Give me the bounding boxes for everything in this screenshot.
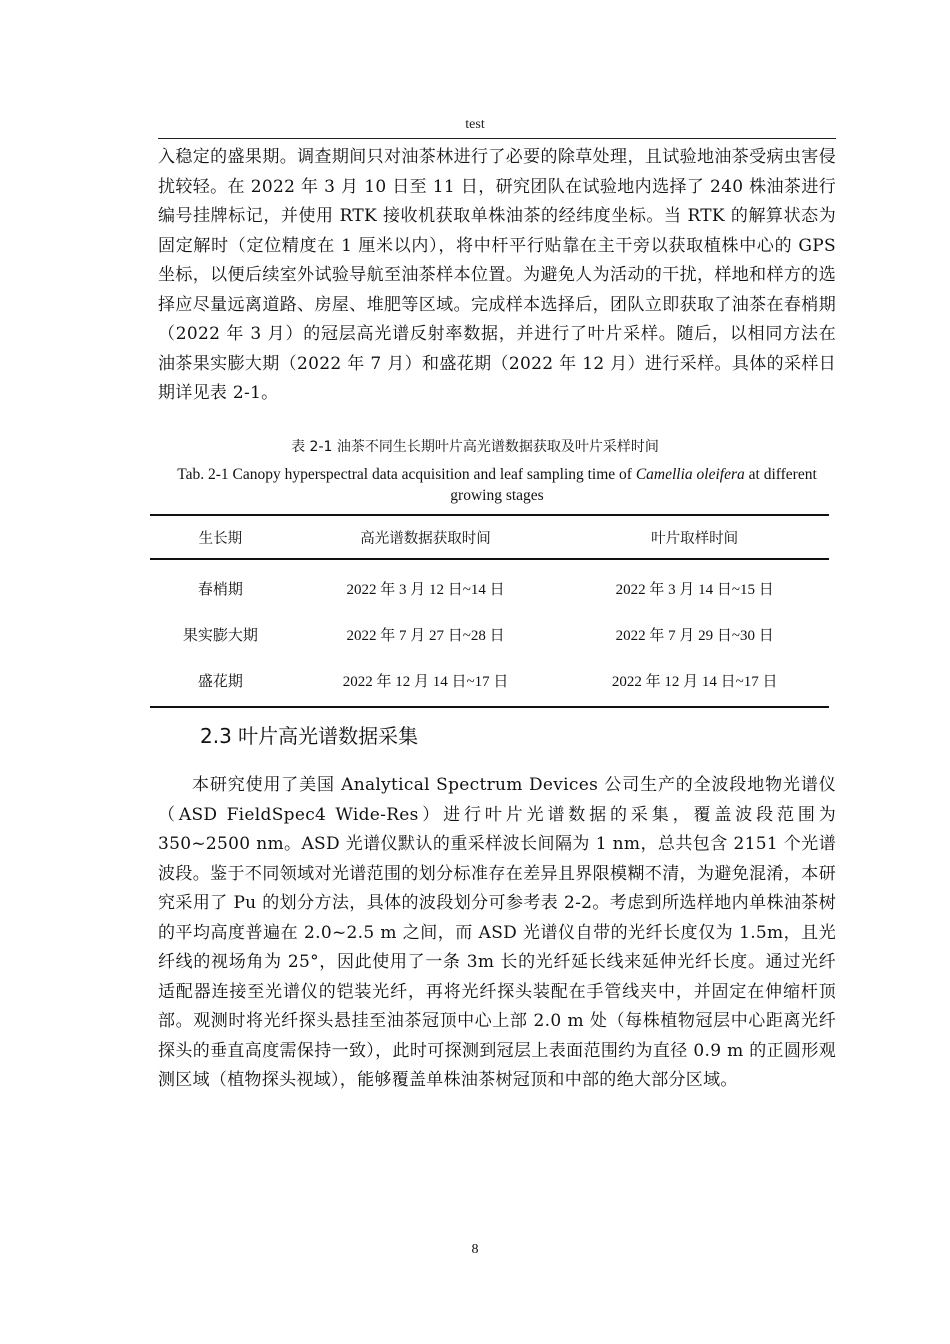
table-cell: 2022 年 7 月 27 日~28 日 xyxy=(346,627,505,644)
table-header-cell: 叶片取样时间 xyxy=(651,530,739,547)
table-caption-chinese: 表 2-1 油茶不同生长期叶片高光谱数据获取及叶片采样时间 xyxy=(291,439,659,455)
table-row xyxy=(150,559,829,611)
table-cell: 果实膨大期 xyxy=(182,627,258,644)
body-paragraph-1: 入稳定的盛果期。调查期间只对油茶林进行了必要的除草处理，且试验地油茶受病虫害侵扰较轻。在 2022 年 3 月 10 日至 11 日，研究团队在试验地内选择了 240 株油茶进行编号挂牌标记，并使用 RTK 接收机获取单株油茶的经纬度坐标。当 RTK 的解算状态为固定解时（定位精度在 1 厘米以内），将中杆平行贴靠在主干旁以获取植株中心的 GPS 坐标，以便后续室外试验导航至油茶样本位置。为避免人为活动的干扰，样地和样方的选择应尽量远离道路、房屋、堆肥等区域。完成样本选择后，团队立即获取了油茶在春梢期（2022 年 3 月）的冠层高光谱反射率数据，并进行了叶片采样。随后，以相同方法在油茶果实膨大期（2022 年 7 月）和盛花期（2022 年 12 月）进行采样。具体的采样日期详见表 2-1。 xyxy=(158,147,836,403)
header-rule xyxy=(158,138,836,139)
table-cell: 盛花期 xyxy=(197,673,243,690)
table-cell: 2022 年 12 月 14 日~17 日 xyxy=(611,673,778,690)
table-row xyxy=(150,611,829,657)
caption-en-prefix: Tab. 2-1 Canopy hyperspectral data acquisition and leaf sampling time of xyxy=(177,466,636,483)
table-cell: 2022 年 7 月 29 日~30 日 xyxy=(615,627,774,644)
table-cell: 2022 年 12 月 14 日~17 日 xyxy=(342,673,509,690)
page-number: 8 xyxy=(471,1242,479,1257)
body-paragraph-2: 本研究使用了美国 Analytical Spectrum Devices 公司生产的全波段地物光谱仪（ASD FieldSpec4 Wide-Res）进行叶片光谱数据的采集，覆盖波段范围为 350~2500 nm。ASD 光谱仪默认的重采样波长间隔为 1 nm，总共包含 2151 个光谱波段。鉴于不同领域对光谱范围的划分标准存在差异且界限模糊不清，为避免混淆，本研究采用了 Pu 的划分方法，具体的波段划分可参考表 2-2。考虑到所选样地内单株油茶树的平均高度普遍在 2.0~2.5 m 之间，而 ASD 光谱仪自带的光纤长度仅为 1.5m，且光纤线的视场角为 25°，因此使用了一条 3m 长的光纤延长线来延伸光纤长度。通过光纤适配器连接至光谱仪的铠装光纤，再将光纤探头装配在手管线夹中，并固定在伸缩杆顶部。观测时将光纤探头悬挂至油茶冠顶中心上部 2.0 m 处（每株植物冠层中心距离光纤探头的垂直高度需保持一致），此时可探测到冠层上表面范围约为直径 0.9 m 的正圆形观测区域（植物探头视域），能够覆盖单株油茶树冠顶和中部的绝大部分区域。 xyxy=(158,775,836,1090)
running-header: test xyxy=(465,117,485,132)
table-header-cell: 高光谱数据获取时间 xyxy=(360,530,491,547)
caption-en-suffix: at different growing stages xyxy=(450,466,817,504)
table-header-row xyxy=(150,515,829,559)
table-cell: 2022 年 3 月 12 日~14 日 xyxy=(346,581,505,598)
table-header-cell: 生长期 xyxy=(198,530,243,547)
table-cell: 春梢期 xyxy=(197,581,243,598)
sampling-time-table xyxy=(150,514,829,708)
table-cell: 2022 年 3 月 14 日~15 日 xyxy=(615,581,774,598)
table-row xyxy=(150,657,829,707)
table-caption-english xyxy=(162,464,832,506)
section-heading: 2.3 叶片高光谱数据采集 xyxy=(200,724,419,748)
caption-en-species: Camellia oleifera xyxy=(635,466,745,483)
